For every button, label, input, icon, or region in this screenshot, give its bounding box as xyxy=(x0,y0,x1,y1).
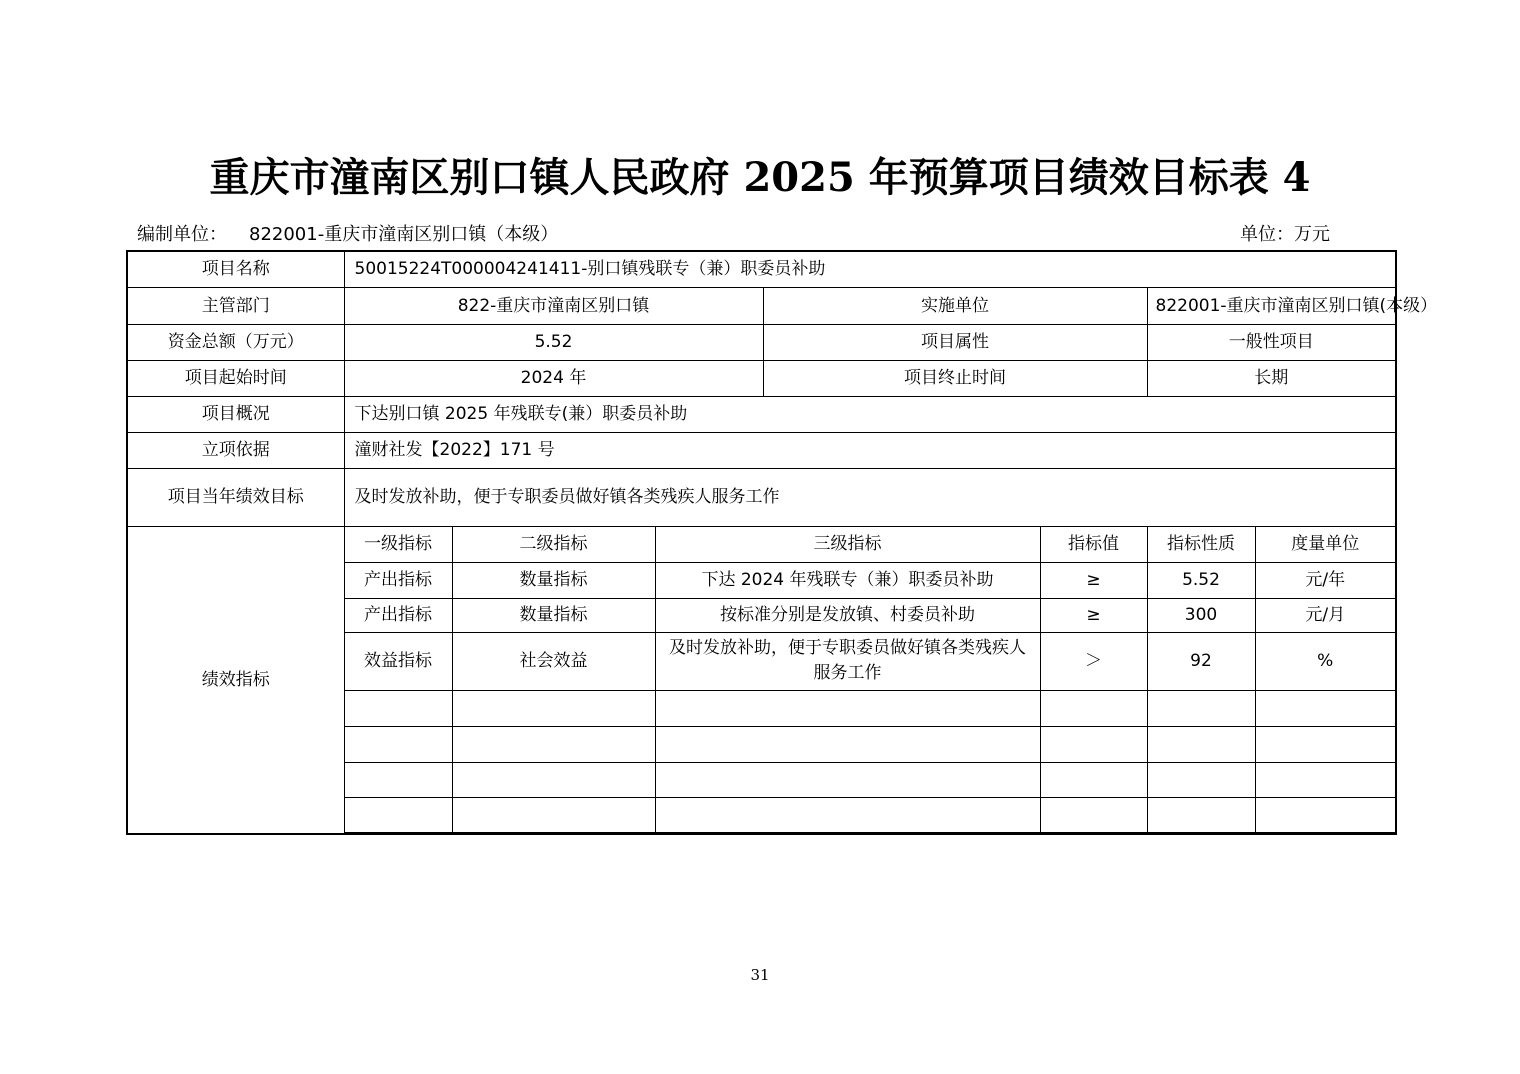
empty-cell xyxy=(1255,797,1396,832)
level1-cell: 产出指标 xyxy=(344,598,452,632)
dept-label: 主管部门 xyxy=(127,287,344,324)
value-cell: ＞ xyxy=(1040,632,1147,690)
empty-cell xyxy=(344,797,452,832)
level1-cell: 效益指标 xyxy=(344,632,452,690)
impl-value: 822001-重庆市潼南区别口镇(本级） xyxy=(1147,287,1396,324)
nature-cell: 300 xyxy=(1147,598,1255,632)
row-overview xyxy=(127,396,1396,432)
level3-cell: 及时发放补助，便于专职委员做好镇各类残疾人服务工作 xyxy=(655,632,1040,690)
spacer-cell xyxy=(1255,832,1396,834)
start-value: 2024 年 xyxy=(344,360,763,396)
unit-cell: % xyxy=(1255,632,1396,690)
level3-cell: 下达 2024 年残联专（兼）职委员补助 xyxy=(655,562,1040,598)
row-basis xyxy=(127,432,1396,468)
attr-value: 一般性项目 xyxy=(1147,324,1396,360)
page-title: 重庆市潼南区别口镇人民政府 2025 年预算项目绩效目标表 4 xyxy=(209,154,1311,201)
currency-unit: 单位：万元 xyxy=(1240,224,1330,245)
empty-cell xyxy=(452,690,655,726)
indicator-header-row xyxy=(127,526,1396,562)
empty-cell xyxy=(1147,797,1255,832)
row-time xyxy=(127,360,1396,396)
value-cell: ≥ xyxy=(1040,562,1147,598)
header-level2: 二级指标 xyxy=(452,526,655,562)
end-value: 长期 xyxy=(1147,360,1396,396)
empty-cell xyxy=(1040,690,1147,726)
empty-cell xyxy=(452,797,655,832)
fund-label: 资金总额（万元） xyxy=(127,324,344,360)
spacer-cell xyxy=(1040,832,1147,834)
header-nature: 指标性质 xyxy=(1147,526,1255,562)
empty-cell xyxy=(452,762,655,797)
spacer-cell xyxy=(1147,832,1255,834)
attr-label: 项目属性 xyxy=(763,324,1147,360)
start-label: 项目起始时间 xyxy=(127,360,344,396)
basis-label: 立项依据 xyxy=(127,432,344,468)
goal-value: 及时发放补助，便于专职委员做好镇各类残疾人服务工作 xyxy=(344,468,1396,526)
spacer-cell xyxy=(452,832,655,834)
overview-value: 下达别口镇 2025 年残联专(兼）职委员补助 xyxy=(344,396,1396,432)
goal-label: 项目当年绩效目标 xyxy=(127,468,344,526)
nature-cell: 5.52 xyxy=(1147,562,1255,598)
project-name-label: 项目名称 xyxy=(127,251,344,287)
performance-table xyxy=(126,250,1438,835)
empty-cell xyxy=(344,762,452,797)
empty-cell xyxy=(452,726,655,762)
level2-cell: 社会效益 xyxy=(452,632,655,690)
header-value: 指标值 xyxy=(1040,526,1147,562)
row-dept xyxy=(127,287,1396,324)
empty-cell xyxy=(1147,690,1255,726)
end-label: 项目终止时间 xyxy=(763,360,1147,396)
compiling-unit-label: 编制单位： xyxy=(137,224,227,245)
nature-cell: 92 xyxy=(1147,632,1255,690)
indicators-section-label: 绩效指标 xyxy=(127,526,344,834)
row-goal xyxy=(127,468,1396,526)
level3-cell: 按标准分别是发放镇、村委员补助 xyxy=(655,598,1040,632)
page-number: 31 xyxy=(750,966,770,984)
fund-value: 5.52 xyxy=(344,324,763,360)
impl-label: 实施单位 xyxy=(763,287,1147,324)
row-project-name xyxy=(127,251,1396,287)
empty-cell xyxy=(1040,726,1147,762)
empty-cell xyxy=(1255,726,1396,762)
spacer-cell xyxy=(344,832,452,834)
empty-cell xyxy=(1040,797,1147,832)
spacer-cell xyxy=(655,832,1040,834)
empty-cell xyxy=(655,690,1040,726)
level2-cell: 数量指标 xyxy=(452,562,655,598)
header-level1: 一级指标 xyxy=(344,526,452,562)
empty-cell xyxy=(1255,690,1396,726)
unit-cell: 元/年 xyxy=(1255,562,1396,598)
empty-cell xyxy=(655,762,1040,797)
value-cell: ≥ xyxy=(1040,598,1147,632)
overview-label: 项目概况 xyxy=(127,396,344,432)
level1-cell: 产出指标 xyxy=(344,562,452,598)
row-fund xyxy=(127,324,1396,360)
dept-value: 822-重庆市潼南区别口镇 xyxy=(344,287,763,324)
empty-cell xyxy=(1040,762,1147,797)
header-level3: 三级指标 xyxy=(655,526,1040,562)
empty-cell xyxy=(1255,762,1396,797)
empty-cell xyxy=(344,726,452,762)
unit-cell: 元/月 xyxy=(1255,598,1396,632)
empty-cell xyxy=(1147,762,1255,797)
empty-cell xyxy=(655,797,1040,832)
level2-cell: 数量指标 xyxy=(452,598,655,632)
header-unit: 度量单位 xyxy=(1255,526,1396,562)
compiling-unit-value: 822001-重庆市潼南区别口镇（本级） xyxy=(249,224,559,245)
empty-cell xyxy=(655,726,1040,762)
empty-cell xyxy=(1147,726,1255,762)
compiling-unit xyxy=(137,220,558,246)
project-name-value: 50015224T000004241411-别口镇残联专（兼）职委员补助 xyxy=(344,251,1396,287)
basis-value: 潼财社发【2022】171 号 xyxy=(344,432,1396,468)
empty-cell xyxy=(344,690,452,726)
